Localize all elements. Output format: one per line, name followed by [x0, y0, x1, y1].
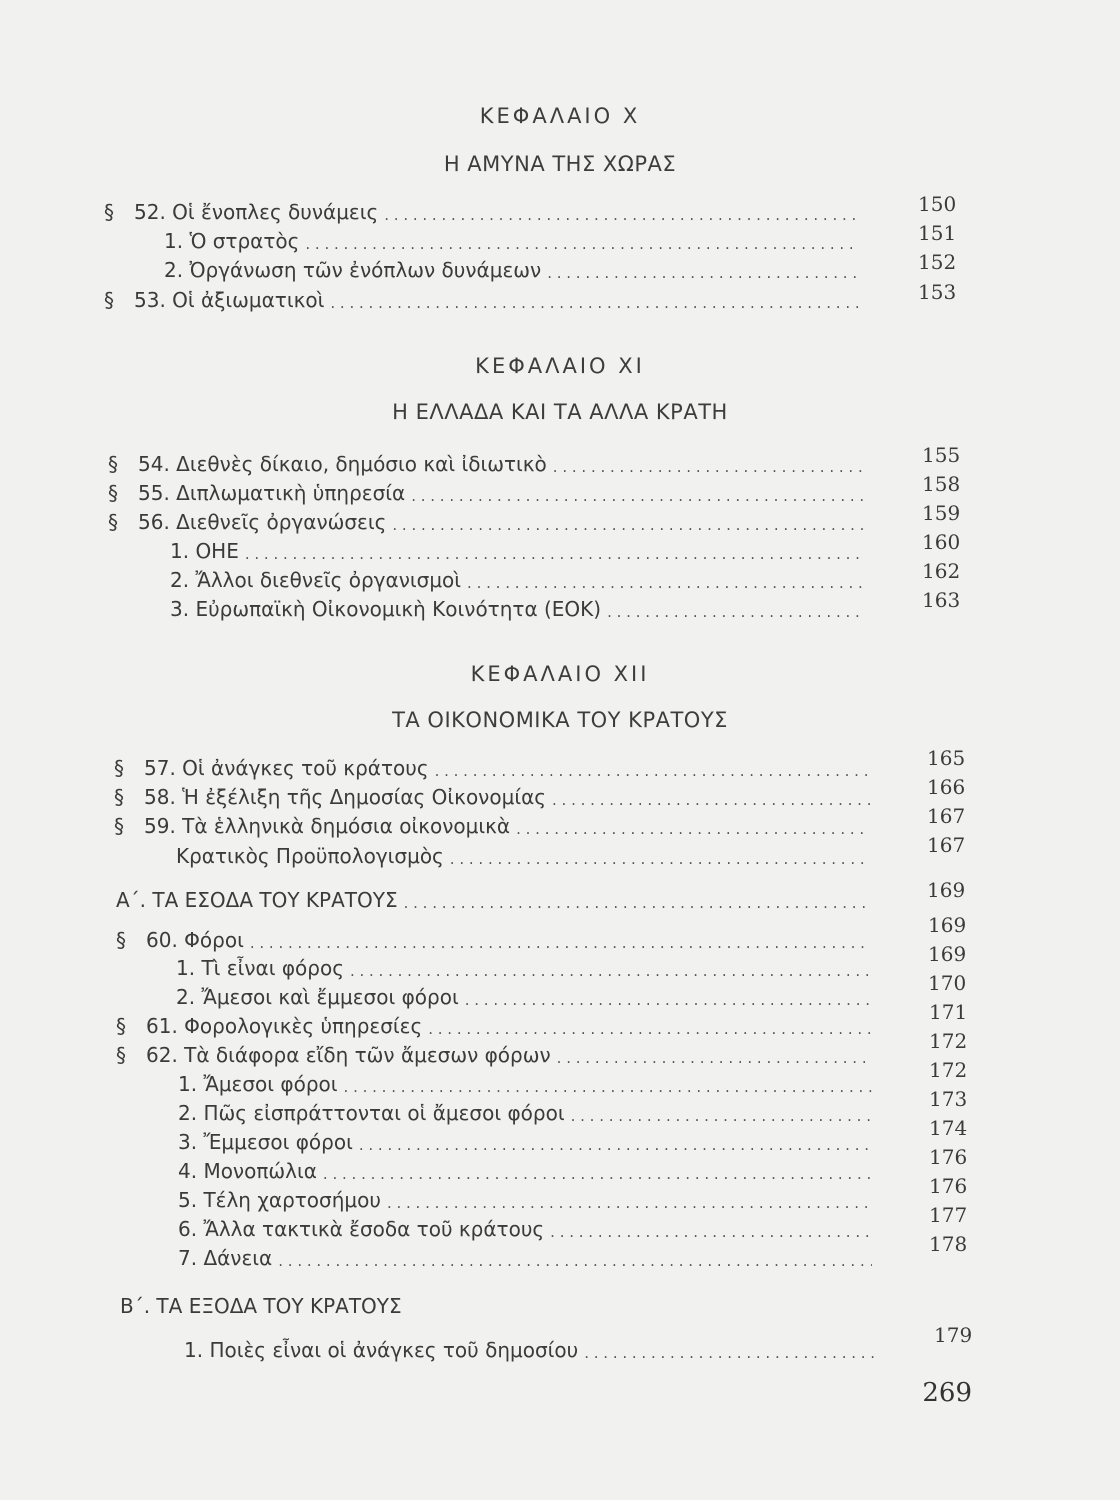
toc-entry-revenues[interactable]	[116, 884, 876, 912]
entry-text: 60. Φόροι	[146, 928, 244, 952]
page-folio: 269	[922, 1378, 972, 1408]
page-number: 176	[929, 1145, 968, 1169]
dot-leader	[428, 1020, 872, 1038]
page-number: 152	[918, 250, 957, 274]
toc-entry-52[interactable]	[104, 196, 866, 224]
entry-text: 58. Ἡ ἐξέλιξη τῆς Δημοσίας Οἰκονομίας	[144, 785, 547, 809]
section-sign: §	[108, 481, 118, 505]
page-number: 171	[929, 1000, 968, 1024]
entry-text: 4. Μονοπώλια	[178, 1159, 317, 1183]
dot-leader	[435, 762, 870, 780]
entry-text: 6. Ἄλλα τακτικὰ ἔσοδα τοῦ κράτους	[178, 1217, 545, 1241]
toc-entry-60-1[interactable]	[176, 952, 876, 980]
page-number: 165	[927, 746, 966, 770]
section-sign: §	[116, 1014, 126, 1038]
page-number: 177	[929, 1203, 968, 1227]
entry-text: 53. Οἱ ἀξιωματικοὶ	[134, 288, 325, 312]
dot-leader	[350, 962, 870, 980]
page-number: 169	[927, 878, 966, 902]
entry-text: 1. Ποιὲς εἶναι οἱ ἀνάγκες τοῦ δημοσίου	[184, 1338, 579, 1362]
entry-text: 2. Ἄλλοι διεθνεῖς ὀργανισμοὶ	[170, 568, 462, 592]
section-sign: §	[108, 452, 118, 476]
page-number: 176	[929, 1174, 968, 1198]
page-number: 167	[927, 804, 966, 828]
section-sign: §	[116, 928, 126, 952]
section-sign: §	[114, 756, 124, 780]
page-number: 153	[918, 280, 957, 304]
page-number: 172	[929, 1029, 968, 1053]
dot-leader	[467, 574, 866, 592]
dot-leader	[516, 820, 870, 838]
section-sign: §	[114, 814, 124, 838]
chapter-11-subtitle: Η ΕΛΛΑΔΑ ΚΑΙ ΤΑ ΑΛΛΑ ΚΡΑΤΗ	[392, 400, 728, 424]
toc-entry-56[interactable]	[108, 506, 872, 534]
toc-entry-54[interactable]	[108, 448, 872, 476]
entry-text: 1. ΟΗΕ	[170, 539, 239, 563]
entry-text: 3. Εὐρωπαϊκὴ Οἰκονομικὴ Κοινότητα (ΕΟΚ)	[170, 597, 602, 621]
page-number: 166	[927, 775, 966, 799]
toc-entry-56-2[interactable]	[170, 564, 872, 592]
entry-text: 2. Πῶς εἰσπράττονται οἱ ἄμεσοι φόροι	[178, 1101, 565, 1125]
chapter-11-title: ΚΕΦΑΛΑΙΟ XI	[475, 354, 645, 378]
entry-text: 2. Ὀργάνωση τῶν ἐνόπλων δυνάμεων	[164, 258, 542, 282]
chapter-12-title: ΚΕΦΑΛΑΙΟ XII	[470, 662, 650, 686]
toc-entry-52-2[interactable]	[164, 254, 866, 282]
page-number: 151	[918, 221, 957, 245]
toc-entry-62-2[interactable]	[178, 1097, 878, 1125]
dot-leader	[330, 294, 860, 312]
page-number: 169	[928, 913, 967, 937]
entry-text: 55. Διπλωματικὴ ὑπηρεσία	[138, 481, 406, 505]
section-sign: §	[104, 200, 114, 224]
toc-entry-58[interactable]	[114, 781, 876, 809]
toc-entry-53[interactable]	[104, 284, 866, 312]
dot-leader	[571, 1107, 872, 1125]
dot-leader	[553, 458, 866, 476]
toc-entry-62-4[interactable]	[178, 1155, 878, 1183]
dot-leader	[450, 850, 870, 868]
dot-leader	[323, 1165, 872, 1183]
entry-text: 1. Ὁ στρατὸς	[164, 229, 300, 253]
entry-text: 7. Δάνεια	[178, 1246, 273, 1270]
toc-entry-expenses[interactable]	[120, 1290, 620, 1318]
section-sign: §	[108, 510, 118, 534]
entry-text: 56. Διεθνεῖς ὀργανώσεις	[138, 510, 387, 534]
section-sign: §	[114, 785, 124, 809]
page-number: 160	[922, 530, 961, 554]
entry-text: Β΄. ΤΑ ΕΞΟΔΑ ΤΟΥ ΚΡΑΤΟΥΣ	[120, 1294, 402, 1318]
page-number: 170	[928, 971, 967, 995]
toc-entry-56-3[interactable]	[170, 593, 872, 621]
toc-entry-62-5[interactable]	[178, 1184, 878, 1212]
entry-text: 1. Ἄμεσοι φόροι	[178, 1072, 338, 1096]
dot-leader	[550, 1223, 872, 1241]
toc-entry-60-2[interactable]	[176, 981, 876, 1009]
entry-text: 62. Τὰ διάφορα εἴδη τῶν ἄμεσων φόρων	[146, 1043, 551, 1067]
toc-entry-60[interactable]	[116, 924, 876, 952]
entry-text: 1. Τὶ εἶναι φόρος	[176, 956, 344, 980]
dot-leader	[547, 264, 860, 282]
toc-entry-56-1[interactable]	[170, 535, 872, 563]
dot-leader	[384, 206, 860, 224]
dot-leader	[411, 487, 866, 505]
page-number: 159	[922, 501, 961, 525]
toc-entry-61[interactable]	[116, 1010, 878, 1038]
entry-text: 52. Οἱ ἔνοπλες δυνάμεις	[134, 200, 379, 224]
page-number: 155	[922, 443, 961, 467]
entry-text: Κρατικὸς Προϋπολογισμὸς	[176, 844, 444, 868]
page-number: 167	[927, 833, 966, 857]
toc-entry-62-1[interactable]	[178, 1068, 878, 1096]
page-number: 163	[922, 588, 961, 612]
dot-leader	[465, 991, 870, 1009]
dot-leader	[245, 545, 866, 563]
toc-entry-57[interactable]	[114, 752, 876, 780]
toc-entry-52-1[interactable]	[164, 225, 866, 253]
entry-text: 54. Διεθνὲς δίκαιο, δημόσιο καὶ ἰδιωτικὸ	[138, 452, 547, 476]
dot-leader	[305, 235, 860, 253]
dot-leader	[557, 1049, 872, 1067]
entry-text: 2. Ἄμεσοι καὶ ἔμμεσοι φόροι	[176, 985, 459, 1009]
dot-leader	[552, 791, 870, 809]
toc-entry-59-budget[interactable]	[176, 840, 876, 868]
dot-leader	[250, 934, 870, 952]
page-number: 158	[922, 472, 961, 496]
entry-text: 57. Οἱ ἀνάγκες τοῦ κράτους	[144, 756, 429, 780]
toc-entry-62[interactable]	[116, 1039, 878, 1067]
entry-text: 5. Τέλη χαρτοσήμου	[178, 1188, 381, 1212]
chapter-12-subtitle: ΤΑ ΟΙΚΟΝΟΜΙΚΑ ΤΟΥ ΚΡΑΤΟΥΣ	[392, 708, 728, 732]
page-number: 162	[922, 559, 961, 583]
toc-entry-55[interactable]	[108, 477, 872, 505]
dot-leader	[392, 516, 866, 534]
dot-leader	[404, 894, 870, 912]
dot-leader	[607, 603, 866, 621]
chapter-10-subtitle: Η ΑΜΥΝΑ ΤΗΣ ΧΩΡΑΣ	[443, 152, 677, 176]
page-number: 173	[929, 1087, 968, 1111]
toc-entry-62-3[interactable]	[178, 1126, 878, 1154]
section-sign: §	[116, 1043, 126, 1067]
toc-entry-expenses-1[interactable]	[184, 1334, 882, 1362]
page-number: 178	[929, 1232, 968, 1256]
chapter-10-title: ΚΕΦΑΛΑΙΟ X	[479, 104, 641, 128]
toc-entry-62-7[interactable]	[178, 1242, 878, 1270]
entry-text: 3. Ἔμμεσοι φόροι	[178, 1130, 353, 1154]
dot-leader	[344, 1078, 872, 1096]
page-number: 169	[928, 942, 967, 966]
toc-entry-62-6[interactable]	[178, 1213, 878, 1241]
entry-text: 61. Φορολογικὲς ὑπηρεσίες	[146, 1014, 423, 1038]
page-number: 174	[929, 1116, 968, 1140]
page-number: 172	[929, 1058, 968, 1082]
entry-text: 59. Τὰ ἑλληνικὰ δημόσια οἰκονομικὰ	[144, 814, 511, 838]
page-number: 150	[918, 192, 957, 216]
page-number: 179	[934, 1323, 973, 1347]
entry-text: Α΄. ΤΑ ΕΣΟΔΑ ΤΟΥ ΚΡΑΤΟΥΣ	[116, 888, 398, 912]
dot-leader	[387, 1194, 872, 1212]
toc-entry-59[interactable]	[114, 810, 876, 838]
dot-leader	[278, 1252, 872, 1270]
dot-leader	[584, 1344, 876, 1362]
dot-leader	[359, 1136, 872, 1154]
section-sign: §	[104, 288, 114, 312]
